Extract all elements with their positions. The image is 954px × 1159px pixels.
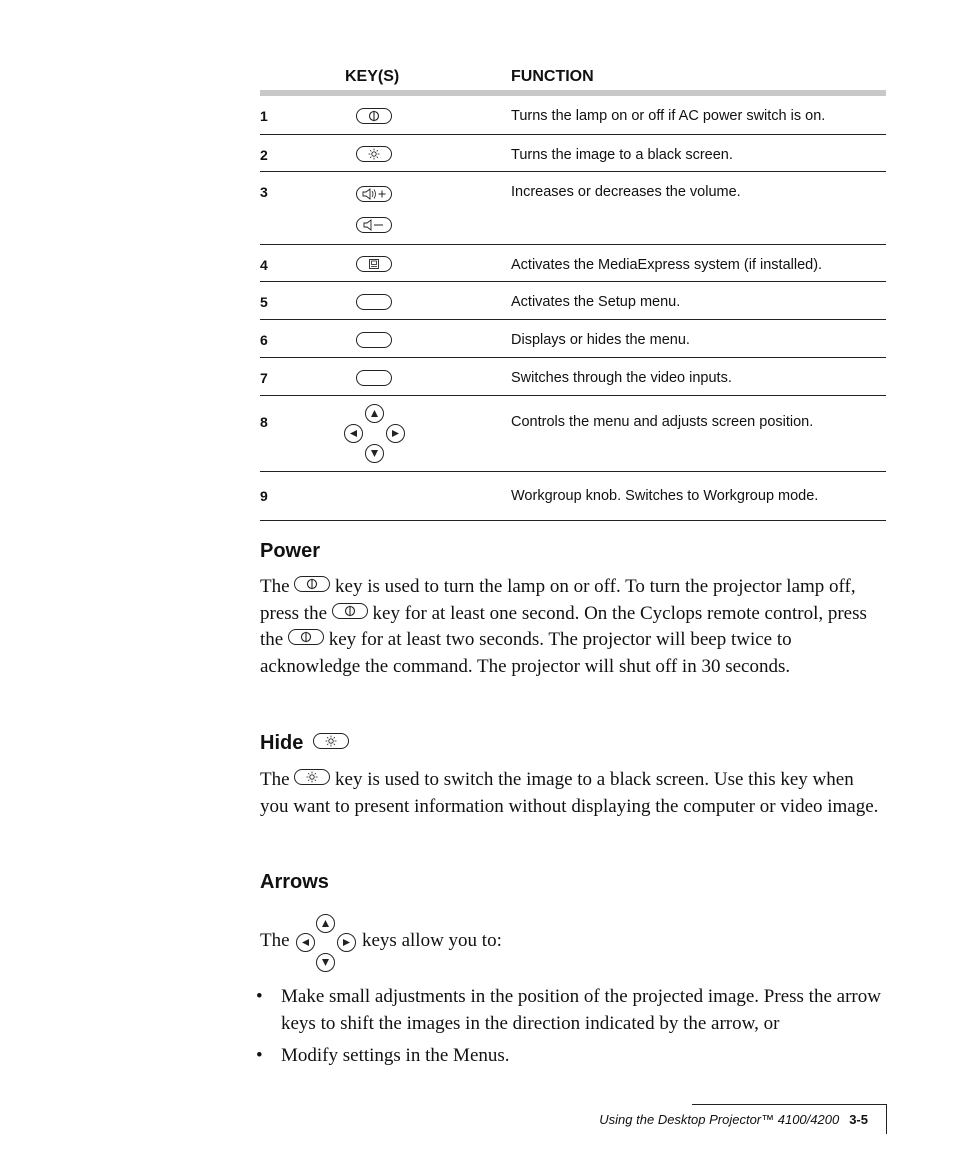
table-row xyxy=(260,396,886,472)
column-header-function: FUNCTION xyxy=(511,68,594,85)
arrows-heading: Arrows xyxy=(260,871,329,893)
arrows-intro-before: The xyxy=(260,930,290,951)
table-row xyxy=(260,320,886,358)
row-function: Switches through the video inputs. xyxy=(511,370,732,386)
arrow-down-icon xyxy=(316,953,335,972)
row-number: 3 xyxy=(260,184,268,200)
row-number: 2 xyxy=(260,147,268,163)
arrows-intro-after: keys allow you to: xyxy=(362,930,502,951)
power-icon xyxy=(332,603,368,619)
row-function: Turns the lamp on or off if AC power switch is on. xyxy=(511,108,826,124)
row-function: Turns the image to a black screen. xyxy=(511,147,733,163)
footer-title: Using the Desktop Projector™ 4100/4200 xyxy=(599,1112,840,1127)
arrows-bullet-list xyxy=(254,984,884,1076)
row-number: 4 xyxy=(260,257,268,273)
input-key-icon xyxy=(356,370,392,386)
arrow-right-icon xyxy=(337,933,356,952)
hide-key-icon xyxy=(356,146,392,162)
row-function: Activates the Setup menu. xyxy=(511,294,681,310)
row-number: 8 xyxy=(260,414,268,430)
row-function: Activates the MediaExpress system (if installed). xyxy=(511,257,823,273)
list-item: • Modify settings in the Menus. xyxy=(254,1043,884,1070)
table-row xyxy=(260,472,886,521)
arrow-down-icon xyxy=(365,444,384,463)
row-function: Workgroup knob. Switches to Workgroup mode. xyxy=(511,488,819,504)
table-row xyxy=(260,358,886,396)
row-number: 6 xyxy=(260,332,268,348)
row-function: Increases or decreases the volume. xyxy=(511,184,741,200)
table-header xyxy=(260,60,886,90)
row-number: 7 xyxy=(260,370,268,386)
power-icon xyxy=(294,576,330,592)
column-header-keys: KEY(S) xyxy=(345,68,400,85)
table-row xyxy=(260,96,886,135)
volume-up-icon xyxy=(356,186,392,202)
table-row xyxy=(260,135,886,172)
power-key-icon xyxy=(356,108,392,124)
row-function: Controls the menu and adjusts screen position. xyxy=(511,414,814,430)
mediaexpress-key-icon xyxy=(356,256,392,272)
power-heading: Power xyxy=(260,540,321,562)
footer-rule xyxy=(692,1104,886,1105)
hide-paragraph: The key is used to switch the image to a black screen. Use this key when you want to present information without displaying the computer or video image. xyxy=(260,769,879,817)
arrow-up-icon xyxy=(365,404,384,423)
arrow-right-icon xyxy=(386,424,405,443)
arrow-pad xyxy=(340,402,410,464)
power-icon xyxy=(288,629,324,645)
menu-key-icon xyxy=(356,332,392,348)
table-row xyxy=(260,245,886,282)
page-number: 3-5 xyxy=(849,1112,868,1127)
hide-heading: Hide xyxy=(260,732,349,755)
hide-icon xyxy=(313,733,349,749)
table-row xyxy=(260,172,886,245)
arrow-left-icon xyxy=(296,933,315,952)
key-function-table xyxy=(260,60,886,521)
setup-key-icon xyxy=(356,294,392,310)
arrow-up-icon xyxy=(316,914,335,933)
arrow-left-icon xyxy=(344,424,363,443)
table-row xyxy=(260,282,886,320)
footer-rule-vertical xyxy=(886,1104,887,1134)
row-number: 9 xyxy=(260,488,268,504)
list-item: • Make small adjustments in the position of the projected image. Press the arrow keys to shift the images in the direction indicated by the arrow, or xyxy=(254,984,884,1037)
arrow-pad-inline xyxy=(296,912,358,974)
row-number: 5 xyxy=(260,294,268,310)
hide-icon xyxy=(294,769,330,785)
page-footer xyxy=(599,1112,868,1127)
power-paragraph: The key is used to turn the lamp on or off. To turn the projector lamp off, press the key for at least one second. On the Cyclops remote control, press the key for at least two seconds. The projector will beep twice to acknowledge the command. The projector will shut off in 30 seconds. xyxy=(260,576,867,677)
volume-down-icon xyxy=(356,217,392,233)
row-function: Displays or hides the menu. xyxy=(511,332,690,348)
row-number: 1 xyxy=(260,108,268,124)
